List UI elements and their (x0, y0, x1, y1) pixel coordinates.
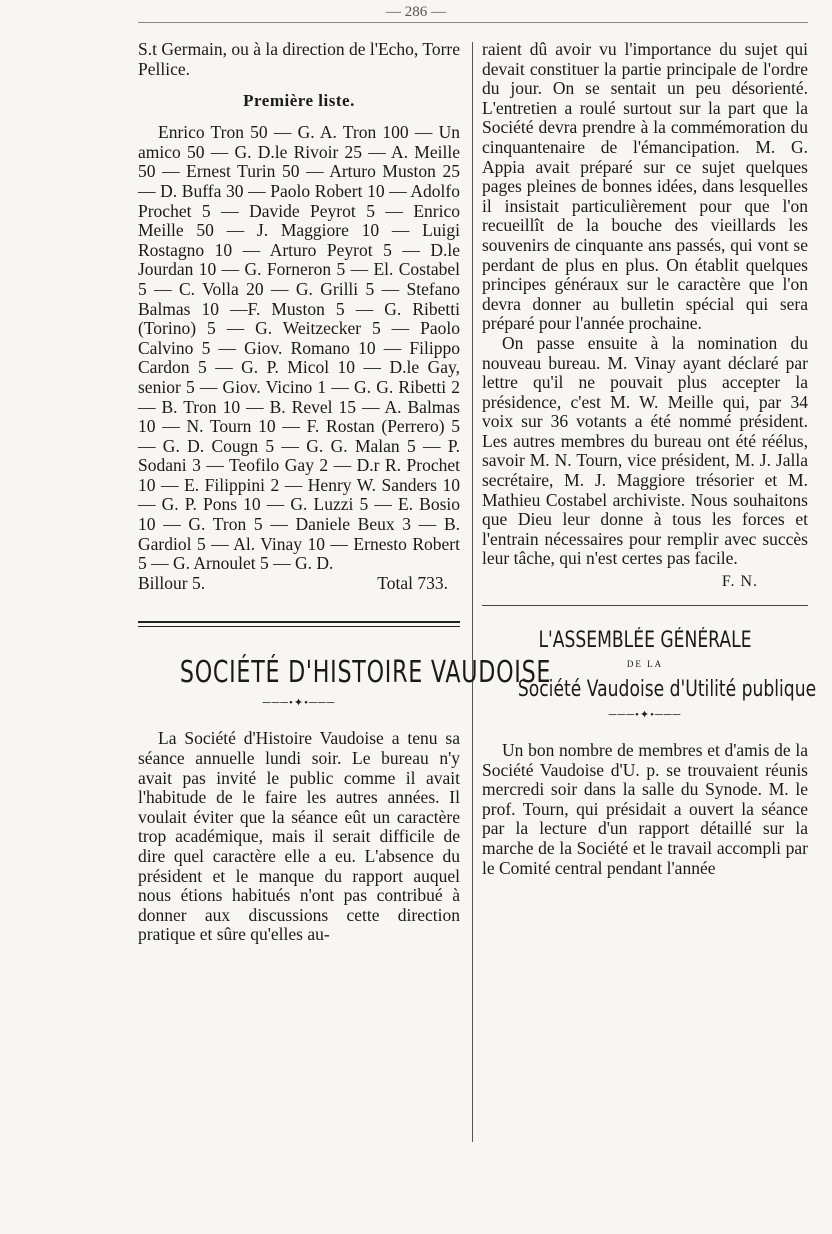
ornament-divider-right: ───•✦•─── (608, 709, 682, 722)
section-paragraph: La Société d'Histoire Vaudoise a tenu sa séance annuelle lundi soir. Le bureau n'y avait pas invité le public comme il avait l'habitude de le faire les autres années. Il voulait éviter que la séance eût un caractère trop académique, mais il serait difficile de dire quel caractère elle a eu. L'absence du président et le manque du rapport auquel nous étions habitués n'ont pas contribué à donner aux discussions cette direction pratique et sûre qu'elles au- (138, 728, 460, 945)
page-number: — 286 — (386, 4, 446, 20)
intro-paragraph: S.t Germain, ou à la direction de l'Echo, Torre Pellice. (138, 39, 460, 79)
article-connector: DE LA (626, 659, 664, 670)
list-last-entry: Billour 5. (138, 572, 206, 593)
signature: F. N. (721, 573, 758, 591)
left-column (138, 39, 552, 945)
article-title: L'ASSEMBLÉE GÉNÉRALE (538, 628, 752, 654)
paragraph-continued: raient dû avoir vu l'importance du sujet qui devait constituer la partie principale de l'ordre du jour. On se sentait un peu désorienté. L'entretien a roulé surtout sur la part que la Société devra prendre à la commémoration du cinquantenaire de l'émancipation. M. G. Appia avait préparé sur ce sujet quelques pages pleines de bonnes idées, dans lesquelles il insistait particulièrement pour que l'on recueillît de la bouche des vieillards les souvenirs de cinquante ans passés, qui vont se perdant de plus en plus. On établit quelques principes généraux sur le caractère que l'on devra donner au bulletin spécial qui sera préparé pour l'année prochaine. (482, 39, 808, 334)
section-divider (138, 621, 460, 627)
donor-list: Enrico Tron 50 — G. A. Tron 100 — Un amico 50 — G. D.le Rivoir 25 — A. Meille 50 — Ernest Turin 50 — Arturo Muston 25 — D. Buffa 30 — Paolo Robert 10 — Adolfo Prochet 5 — Davide Peyrot 5 — Enrico Meille 50 — J. Maggiore 10 — Luigi Rostagno 10 — Arturo Peyrot 5 — D.le Jourdan 10 — G. Forneron 5 — El. Costabel 5 — C. Volla 20 — G. Grilli 5 — Stefano Balmas 10 —F. Muston 5 — G. Ribetti (Torino) 5 — G. Weitzecker 5 — Paolo Calvino 5 — Giov. Romano 10 — Filippo Cardon 5 — G. P. Micol 10 — D.le Gay, senior 5 — Giov. Vicino 1 — G. G. Ribetti 2 — B. Tron 10 — B. Revel 15 — A. Balmas 10 — N. Tourn 10 — F. Rostan (Perrero) 5 — G. D. Cougn 5 — G. G. Malan 5 — P. Sodani 3 — Teofilo Gay 2 — D.r R. Prochet 10 — E. Filippini 2 — Henry W. Sanders 10 — G. P. Pons 10 — G. Luzzi 5 — E. Bosio 10 — G. Tron 5 — Daniele Beux 3 — B. Gardiol 5 — Al. Vinay 10 — Ernesto Robert 5 — G. Arnoulet 5 — G. D. (138, 122, 460, 574)
right-column (482, 39, 817, 878)
section-divider-right (482, 605, 808, 606)
article-paragraph: Un bon nombre de membres et d'amis de la Société Vaudoise d'U. p. se trouvaient réunis mercredi soir dans la salle du Synode. M. le prof. Tourn, qui présidait a ouvert la séance par la lecture d'un rapport détaillé sur la marche de la Société et le travail accompli par le Comité central pendant l'année (482, 740, 808, 878)
total-line (138, 574, 460, 594)
list-heading: Première liste. (243, 91, 355, 111)
paragraph-bureau: On passe ensuite à la nomination du nouveau bureau. M. Vinay ayant déclaré par lettre qu'il ne pouvait plus accepter la présidence, c'est M. W. Meille qui, par 34 voix sur 36 votants a été nommé président. Les autres membres du bureau ont été réélus, savoir M. N. Tourn, vice président, M. J. Jalla secrétaire, M. J. Maggiore trésorier et M. Mathieu Costabel archiviste. Nous souhaitons que Dieu leur donne à tous les forces et l'entrain nécessaires pour remplir avec succès leur tâche, qui n'est certes pas facile. (482, 332, 808, 569)
column-divider (472, 42, 473, 1142)
article-subtitle: Société Vaudoise d'Utilité publique (517, 677, 817, 703)
section-title: SOCIÉTÉ D'HISTOIRE VAUDOISE (179, 655, 552, 691)
header-rule (138, 22, 808, 23)
ornament-divider: ───•✦•─── (262, 697, 336, 710)
list-total: Total 733. (377, 572, 448, 593)
